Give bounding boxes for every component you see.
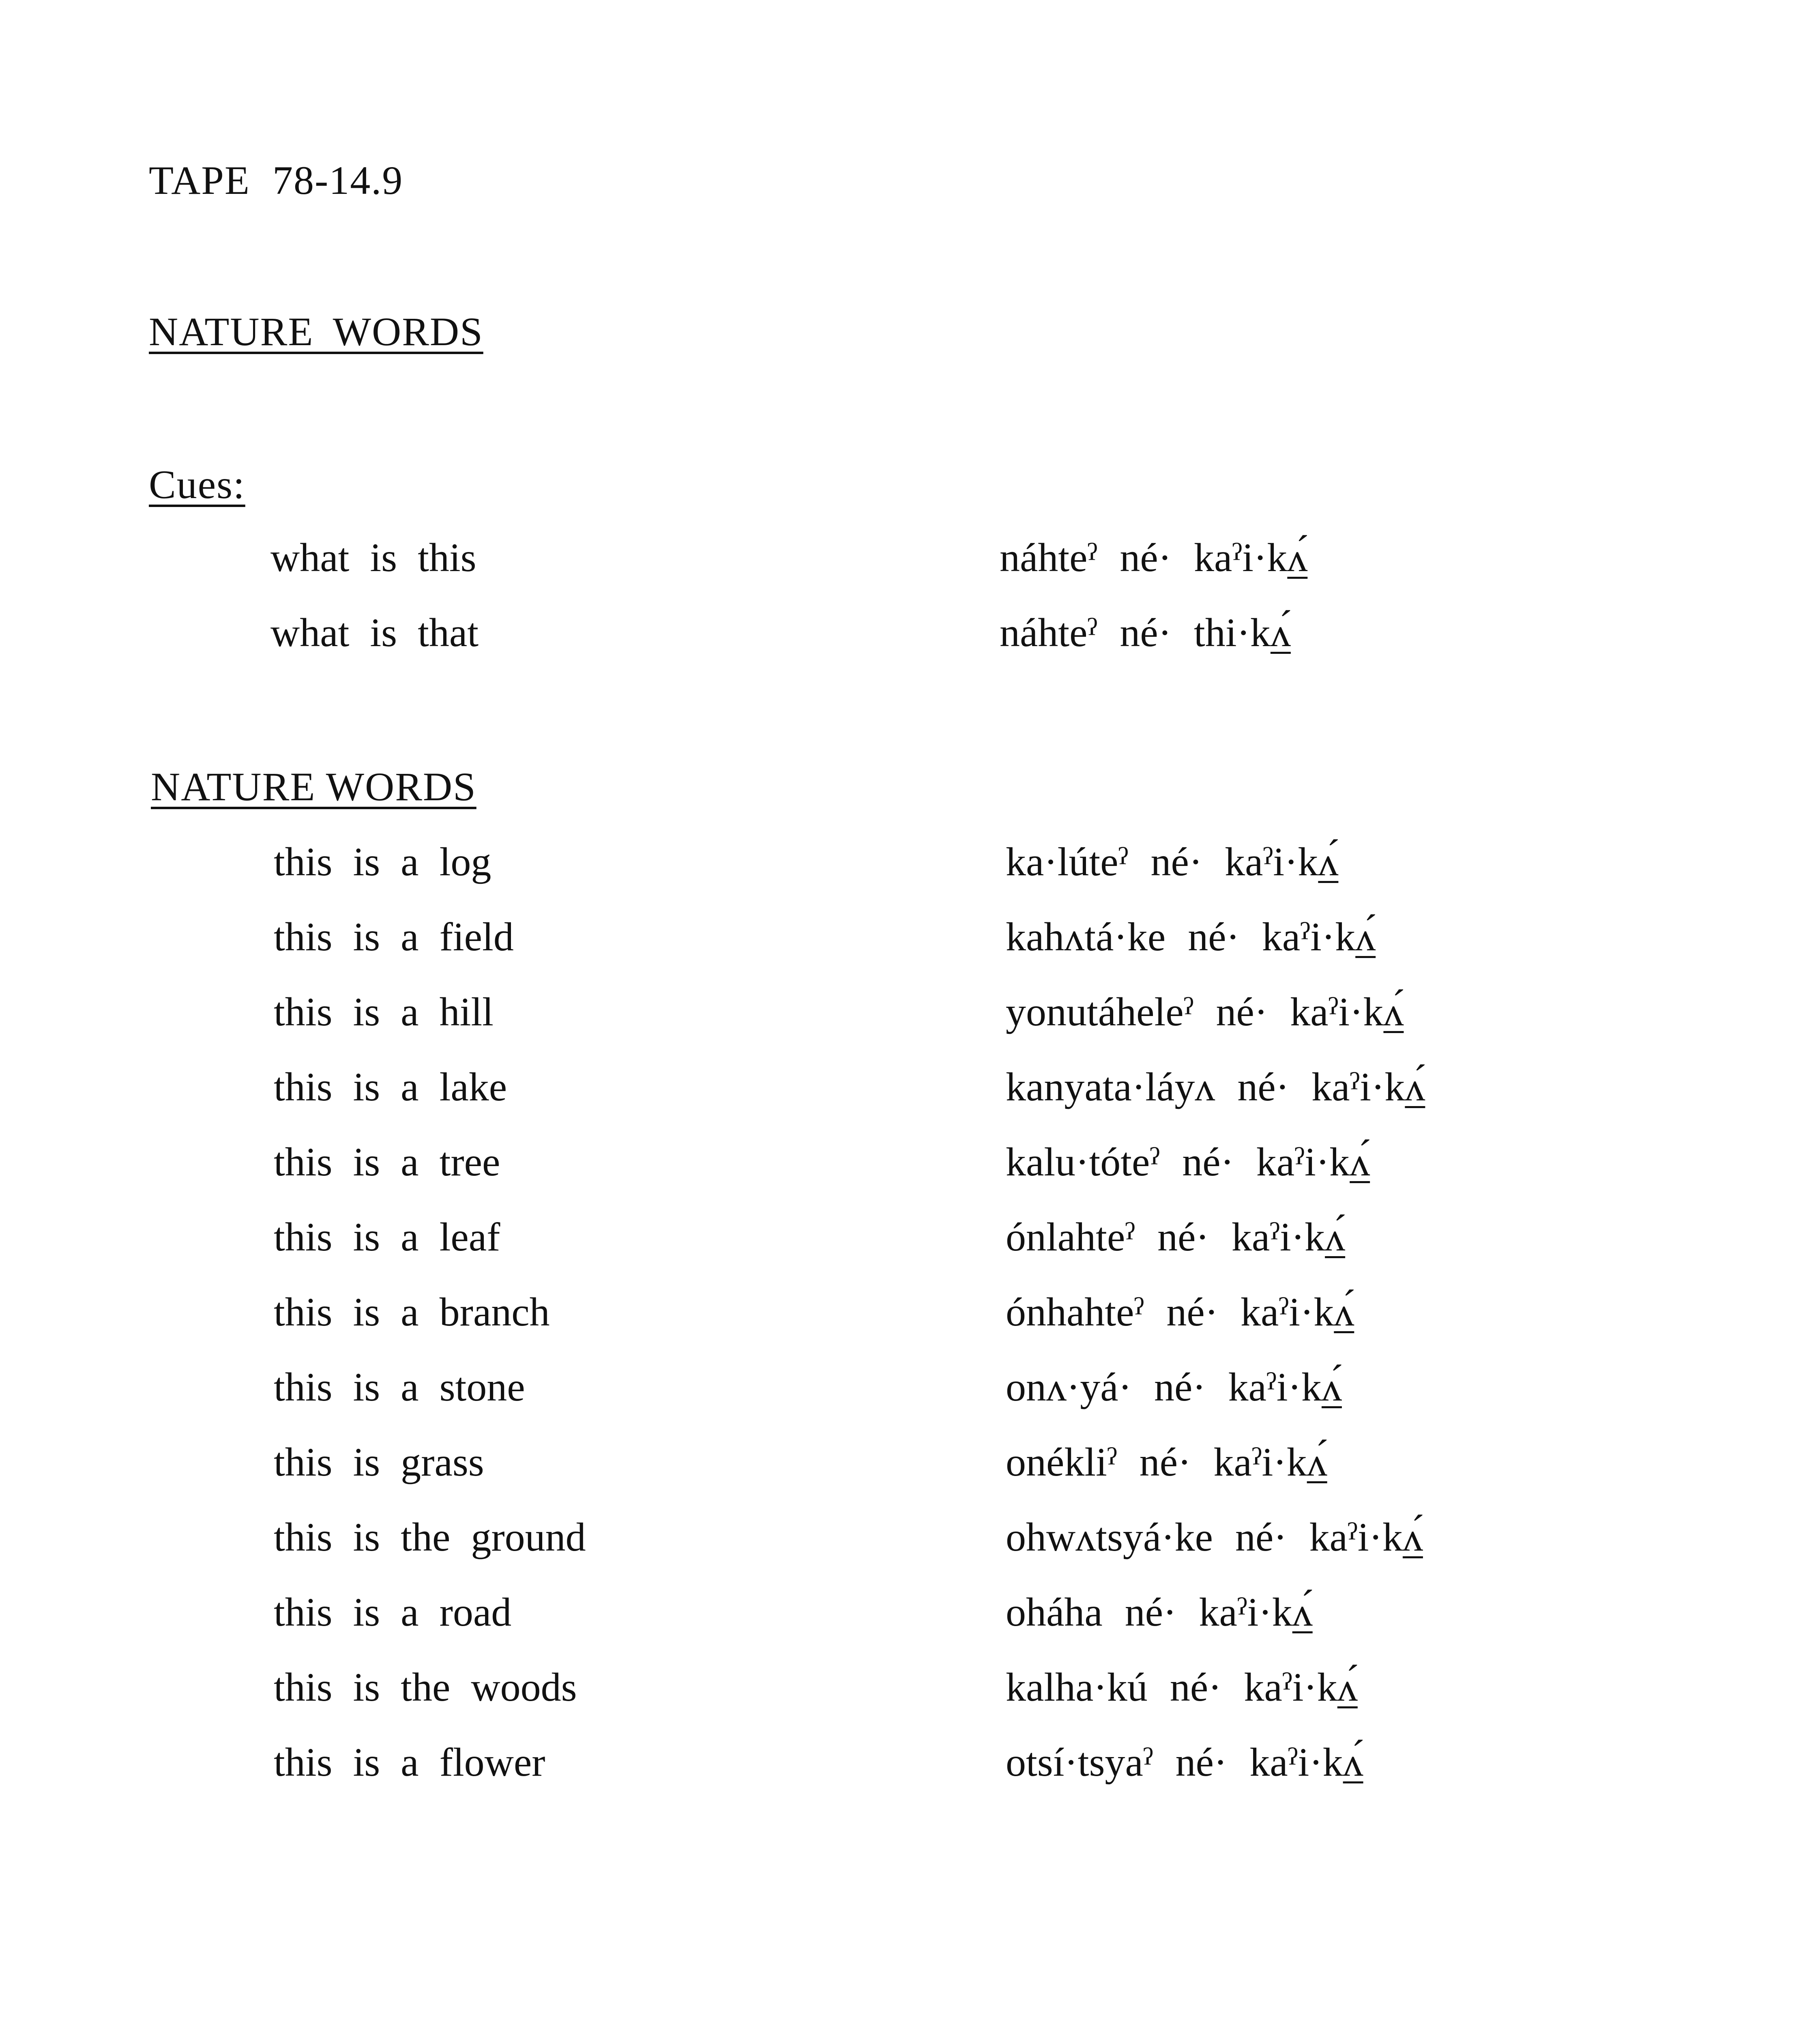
cue-row bbox=[270, 612, 1568, 661]
translation-text: kalu·tóteˀ né· kaˀi·k bbox=[1006, 1139, 1350, 1184]
translation-accent: ʌ́ bbox=[1350, 1139, 1370, 1184]
translation-phrase bbox=[1006, 1592, 1313, 1633]
translation-phrase bbox=[1006, 1139, 1370, 1184]
translation-phrase bbox=[1006, 1667, 1358, 1708]
page-title: NATURE WORDS bbox=[149, 309, 483, 354]
english-phrase: this is a flower bbox=[274, 1740, 545, 1785]
translation-accent: ʌ́ bbox=[1405, 1064, 1425, 1109]
english-phrase: this is a tree bbox=[274, 1139, 500, 1184]
translation-text: onékliˀ né· kaˀi·k bbox=[1006, 1439, 1307, 1484]
vocab-row bbox=[274, 1742, 1571, 1791]
english-phrase: this is the woods bbox=[274, 1665, 577, 1710]
translation-accent: ʌ́ bbox=[1270, 610, 1291, 655]
translation-text: náhteˀ né· kaˀi·k bbox=[1000, 535, 1288, 580]
translation-text: otsí·tsyaˀ né· kaˀi·k bbox=[1006, 1740, 1343, 1785]
english-phrase: what is this bbox=[270, 535, 476, 580]
translation-phrase bbox=[1006, 1214, 1346, 1259]
translation-accent: ʌ́ bbox=[1355, 914, 1376, 959]
translation-phrase bbox=[1000, 537, 1307, 578]
translation-accent: ʌ́ bbox=[1318, 839, 1339, 884]
english-phrase: what is that bbox=[270, 610, 479, 655]
vocab-row bbox=[274, 1592, 1571, 1641]
translation-text: kanyata·láyʌ né· kaˀi·k bbox=[1006, 1064, 1405, 1109]
translation-phrase bbox=[1000, 612, 1291, 653]
english-phrase: this is a log bbox=[274, 839, 491, 884]
translation-text: ónhahteˀ né· kaˀi·k bbox=[1006, 1289, 1334, 1334]
section-heading: NATURE WORDS bbox=[151, 764, 476, 809]
english-phrase: this is a road bbox=[274, 1590, 512, 1635]
tape-label: TAPE 78-14.9 bbox=[149, 158, 403, 203]
translation-phrase bbox=[1006, 1742, 1363, 1783]
translation-accent: ʌ́ bbox=[1334, 1289, 1354, 1334]
translation-phrase bbox=[1006, 1289, 1354, 1334]
vocab-row bbox=[274, 1517, 1571, 1566]
vocab-row bbox=[274, 839, 1571, 890]
translation-text: ka·lúteˀ né· kaˀi·k bbox=[1006, 839, 1318, 884]
translation-phrase bbox=[1006, 914, 1376, 959]
english-phrase: this is a field bbox=[274, 914, 514, 959]
english-phrase: this is grass bbox=[274, 1439, 484, 1484]
vocab-row bbox=[274, 1439, 1571, 1491]
vocab-row bbox=[274, 1364, 1571, 1416]
translation-phrase bbox=[1006, 839, 1339, 884]
vocab-row bbox=[274, 1289, 1571, 1341]
vocab-row bbox=[274, 914, 1571, 965]
translation-accent: ʌ́ bbox=[1402, 1515, 1423, 1560]
translation-text: yonutáheleˀ né· kaˀi·k bbox=[1006, 989, 1384, 1034]
translation-text: ohwʌtsyá·ke né· kaˀi·k bbox=[1006, 1515, 1403, 1560]
translation-accent: ʌ́ bbox=[1343, 1740, 1363, 1785]
english-phrase: this is the ground bbox=[274, 1515, 586, 1560]
translation-text: kalha·kú né· kaˀi·k bbox=[1006, 1665, 1337, 1710]
translation-phrase bbox=[1006, 1517, 1423, 1558]
translation-phrase bbox=[1006, 1364, 1342, 1409]
translation-text: onʌ·yá· né· kaˀi·k bbox=[1006, 1364, 1322, 1409]
english-phrase: this is a branch bbox=[274, 1289, 550, 1334]
vocab-row bbox=[274, 1064, 1571, 1115]
english-phrase: this is a hill bbox=[274, 989, 494, 1034]
vocab-row bbox=[274, 1667, 1571, 1716]
cue-row bbox=[270, 537, 1568, 586]
translation-accent: ʌ́ bbox=[1337, 1665, 1358, 1710]
translation-accent: ʌ́ bbox=[1287, 535, 1308, 580]
cues-label: Cues: bbox=[149, 462, 245, 507]
translation-accent: ʌ́ bbox=[1292, 1590, 1313, 1635]
english-phrase: this is a stone bbox=[274, 1364, 525, 1409]
translation-text: oháha né· kaˀi·k bbox=[1006, 1590, 1292, 1635]
translation-text: kahʌtá·ke né· kaˀi·k bbox=[1006, 914, 1356, 959]
vocab-row bbox=[274, 1139, 1571, 1190]
english-phrase: this is a leaf bbox=[274, 1214, 500, 1259]
translation-phrase bbox=[1006, 1439, 1327, 1484]
translation-accent: ʌ́ bbox=[1325, 1214, 1346, 1259]
translation-phrase bbox=[1006, 989, 1404, 1034]
translation-accent: ʌ́ bbox=[1383, 989, 1404, 1034]
translation-accent: ʌ́ bbox=[1321, 1364, 1342, 1409]
translation-text: náhteˀ né· thi·k bbox=[1000, 610, 1271, 655]
translation-phrase bbox=[1006, 1064, 1425, 1109]
vocab-row bbox=[274, 1214, 1571, 1265]
vocab-row bbox=[274, 989, 1571, 1040]
translation-text: ónlahteˀ né· kaˀi·k bbox=[1006, 1214, 1325, 1259]
english-phrase: this is a lake bbox=[274, 1064, 507, 1109]
translation-accent: ʌ́ bbox=[1307, 1439, 1327, 1484]
